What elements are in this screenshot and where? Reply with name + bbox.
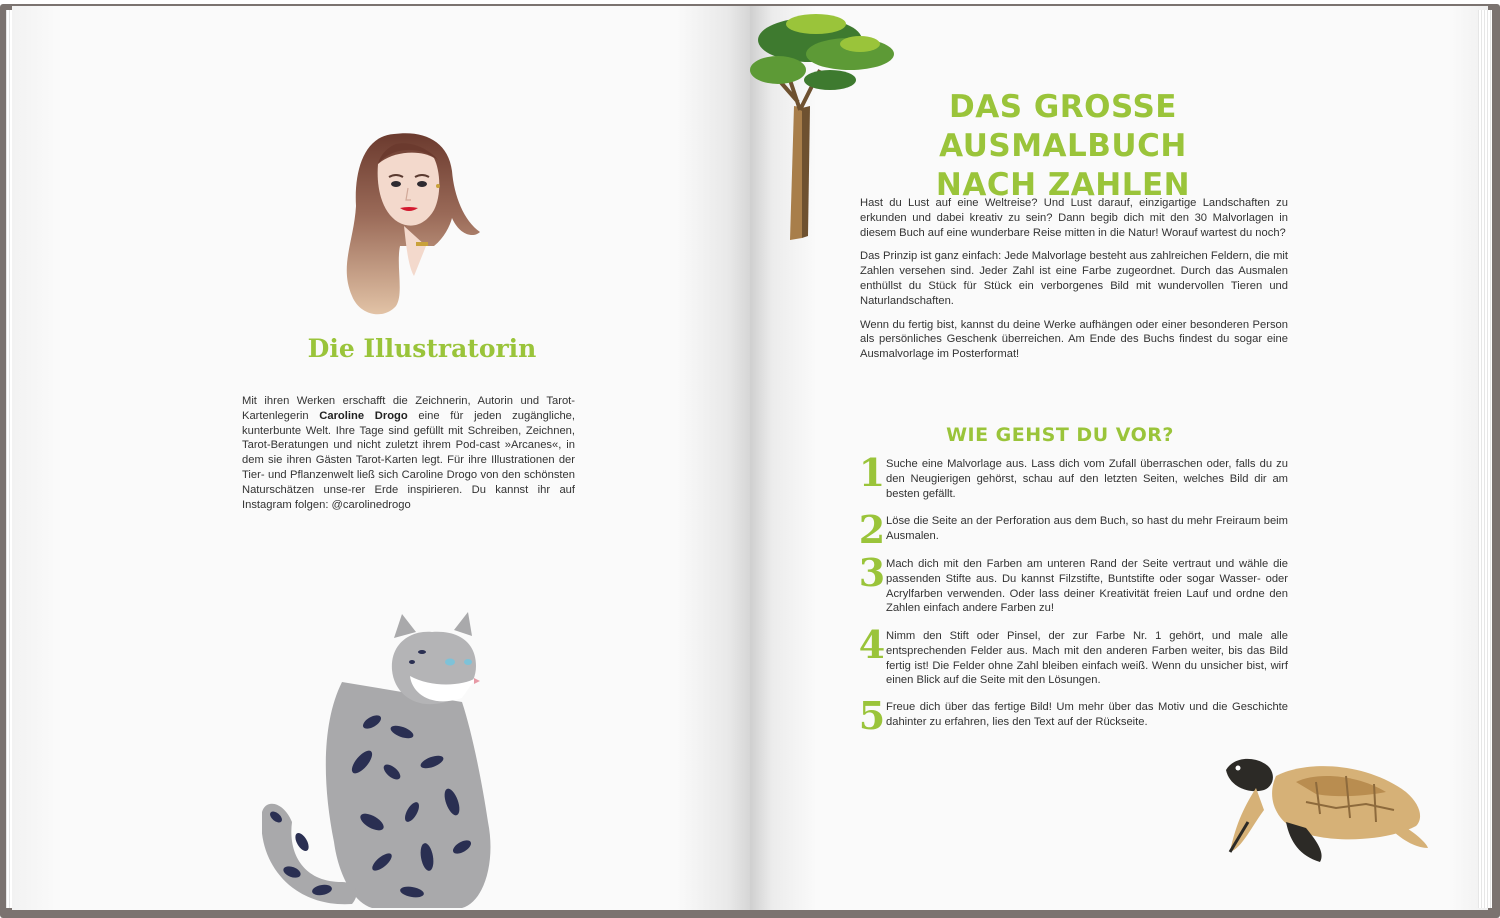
page-edges-right <box>1478 10 1492 908</box>
left-page <box>12 6 750 910</box>
step-item <box>858 693 1288 738</box>
step-number: 2 <box>858 507 886 552</box>
snow-leopard-illustration <box>262 612 498 910</box>
portrait-illustration <box>334 126 484 322</box>
step-text: Mach dich mit den Farben am unteren Rand der Seite vertraut und wähle die passenden Stifte aus. Du kannst Filzstifte, Buntstifte oder sogar Wasser- oder Acrylfarben verwenden. Oder lass deiner Kreativität freien Lauf und ordne den Zahlen einfach andere Farben zu! <box>886 558 1288 615</box>
step-number: 5 <box>858 693 886 738</box>
step-item <box>858 550 1288 616</box>
step-text: Freue dich über das fertige Bild! Um mehr über das Motiv und die Geschichte dahinter zu erfahren, lies den Text auf der Rückseite. <box>886 701 1288 728</box>
step-item <box>858 450 1288 501</box>
step-text: Suche eine Malvorlage aus. Lass dich vom Zufall überraschen oder, falls du zu den Neugierigen gehörst, schau auf den letzten Seiten, welches Bild dir am besten gefällt. <box>886 458 1288 500</box>
book-title-line-1: DAS GROSSE AUSMALBUCH <box>939 89 1187 164</box>
step-item <box>858 507 1288 552</box>
book-title <box>848 88 1278 205</box>
illustrator-heading: Die Illustratorin <box>307 334 537 363</box>
intro-text <box>860 196 1288 371</box>
step-number: 4 <box>858 622 886 667</box>
bio-text-start: Mit ihren Werken erschafft die Zeichnerin, Autorin und Tarot-Kartenlegerin <box>242 395 575 422</box>
how-to-heading: WIE GEHST DU VOR? <box>946 424 1174 446</box>
illustrator-bio <box>242 394 575 512</box>
step-text: Nimm den Stift oder Pinsel, der zur Farbe Nr. 1 gehört, und male alle entsprechenden Felder aus. Mach mit den anderen Farben weiter, bis das Bild fertig ist! Die Felder ohne Zahl bleiben einfach weiß. Wenn du unsicher bist, wirf einen Blick auf die Seite mit den Lösungen. <box>886 630 1288 687</box>
step-text: Löse die Seite an der Perforation aus dem Buch, so hast du mehr Freiraum beim Ausmalen. <box>886 515 1288 542</box>
illustrator-name: Caroline Drogo <box>319 409 408 422</box>
intro-paragraph: Das Prinzip ist ganz einfach: Jede Malvorlage besteht aus zahlreichen Feldern, die mit Zahlen versehen sind. Jeder Zahl ist eine Farbe zugeordnet. Durch das Ausmalen enthüllst du Stück für Stück ein verborgenes Bild mit wundervollen Tieren und Naturlandschaften. <box>860 250 1288 307</box>
sea-turtle-illustration <box>1216 752 1430 866</box>
book-title-line-2: NACH ZAHLEN <box>935 167 1191 203</box>
bio-text-end: eine für jeden zugängliche, kunterbunte Welt. Ihre Tage sind gefüllt mit Schreiben, Zeichnen, Tarot-Beratungen und nicht zuletzt ihrem Pod-cast »Arcanes«, in dem sie ihren Gästen Tarot-Karten legt. Für ihre Illustrationen der Tier- und Pflanzenwelt ließ sich Caroline Drogo von den schönsten Naturschätzen unse-rer Erde inspirieren. Du kannst ihr auf Instagram folgen: @carolinedrogo <box>242 409 575 511</box>
step-number: 3 <box>858 550 886 595</box>
intro-paragraph: Hast du Lust auf eine Weltreise? Und Lust darauf, einzigartige Landschaften zu erkunden und dabei kreativ zu sein? Dann begib dich mit den 30 Malvorlagen in diesem Buch auf eine wunderbare Reise mitten in die Natur! Worauf wartest du noch? <box>860 197 1288 239</box>
intro-paragraph: Wenn du fertig bist, kannst du deine Werke aufhängen oder einer besonderen Person als persönliches Geschenk überreichen. Am Ende des Buchs findest du sogar eine Ausmalvorlage im Posterformat! <box>860 318 1288 361</box>
step-number: 1 <box>858 450 886 495</box>
right-page <box>750 6 1488 910</box>
step-item <box>858 622 1288 688</box>
